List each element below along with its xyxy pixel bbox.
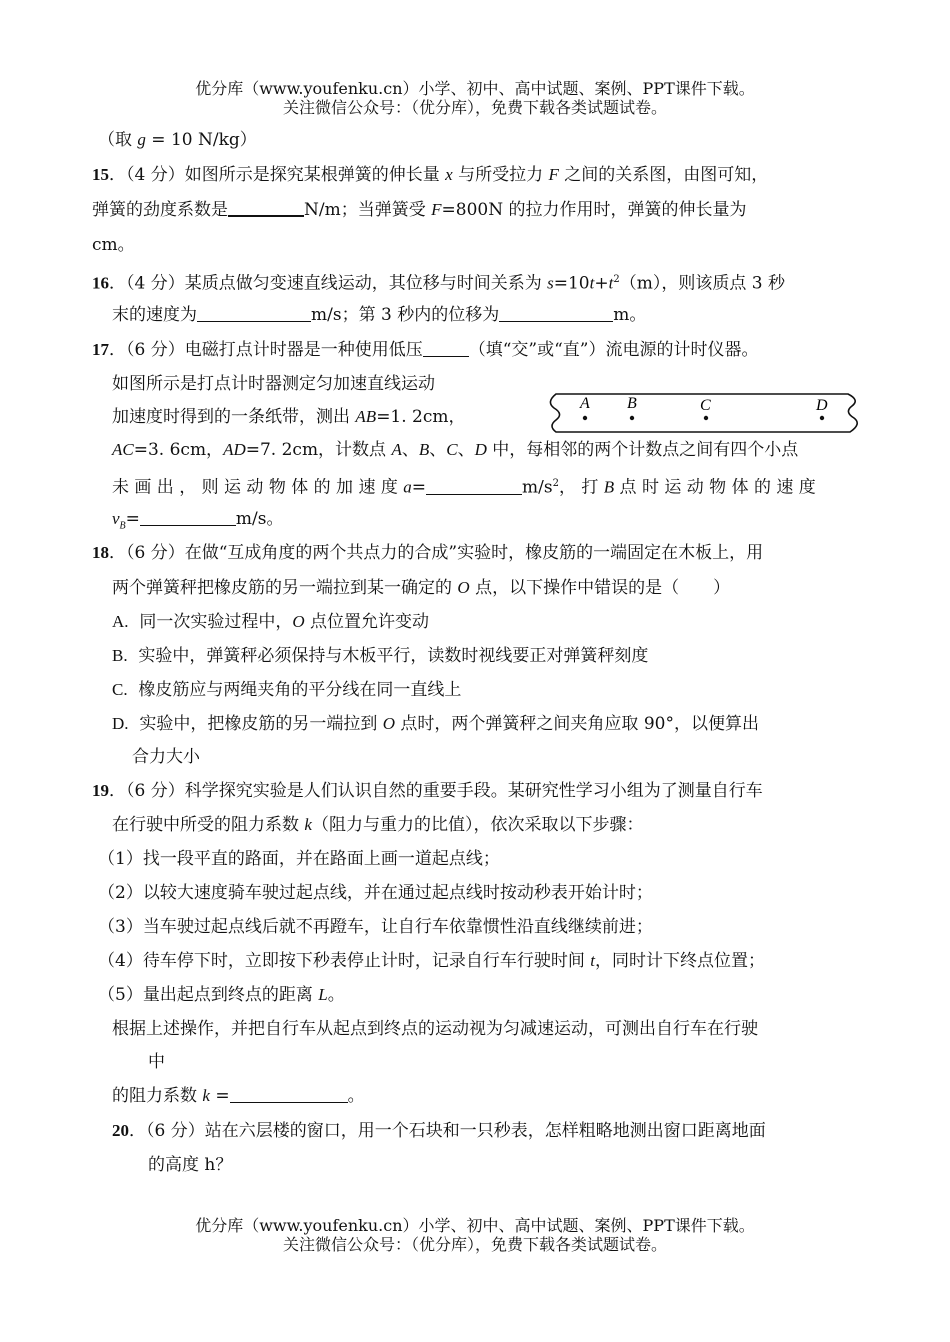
q19-step-5: （5）量出起点到终点的距离 L。 (98, 985, 345, 1005)
q17-blank-1[interactable] (423, 339, 469, 357)
q18-line-2: 两个弹簧秤把橡皮筋的另一端拉到某一确定的 O 点，以下操作中错误的是（ ） (112, 578, 731, 598)
q17-blank-2[interactable] (426, 477, 522, 495)
q16-number: 16 (92, 273, 109, 293)
q20-line-2: 的高度 h？ (148, 1155, 233, 1175)
q15-line-2: 弹簧的劲度系数是 N/m；当弹簧受 F=800N 的拉力作用时，弹簧的伸长量为 (92, 200, 747, 220)
q19-step-1: （1）找一段平直的路面，并在路面上画一道起点线； (98, 849, 500, 869)
q15-line-1: 15．（4 分）如图所示是探究某根弹簧的伸长量 x 与所受拉力 F 之间的关系图，由图可知， (92, 165, 769, 185)
q17-line-4: AC=3. 6cm，AD=7. 2cm，计数点 A、B、C、D 中，每相邻的两个计数点之间有四个小点 (112, 440, 799, 460)
gravity-note: （取 g = 10 N/kg） (98, 130, 257, 150)
tape-dot-d (820, 416, 824, 420)
q18-option-d[interactable]: D. 实验中，把橡皮筋的另一端拉到 O 点时，两个弹簧秤之间夹角应取 90°，以便算出 (112, 714, 759, 734)
tape-dot-a (583, 416, 587, 420)
q17-line-2: 如图所示是打点计时器测定匀加速直线运动 (112, 374, 435, 394)
page-footer (0, 1216, 950, 1254)
q19-line-2: 在行驶中所受的阻力系数 k（阻力与重力的比值），依次采取以下步骤： (112, 815, 644, 835)
page-header (0, 79, 950, 117)
q18-option-b[interactable]: B. 实验中，弹簧秤必须保持与木板平行，读数时视线要正对弹簧秤刻度 (112, 646, 649, 666)
q20-line-1: 20．（6 分）站在六层楼的窗口，用一个石块和一只秒表，怎样粗略地测出窗口距离地面 (112, 1121, 766, 1141)
q19-blank[interactable] (230, 1085, 348, 1103)
header-line-1: 优分库（www.youfenku.cn）小学、初中、高中试题、案例、PPT课件下载。 (195, 79, 755, 98)
q15-line-3: cm。 (92, 235, 135, 255)
tape-label-c: C (700, 397, 711, 414)
q18-number: 18 (92, 543, 109, 562)
q16-blank-1[interactable] (197, 304, 311, 322)
q18-option-a[interactable]: A. 同一次实验过程中，O 点位置允许变动 (112, 612, 430, 632)
q18-option-c[interactable]: C. 橡皮筋应与两绳夹角的平分线在同一直线上 (112, 680, 462, 700)
header-line-2: 关注微信公众号：（优分库），免费下载各类试题试卷。 (282, 98, 667, 117)
tape-dot-b (630, 416, 634, 420)
q19-conclusion-2: 中 (148, 1052, 165, 1072)
footer-line-1: 优分库（www.youfenku.cn）小学、初中、高中试题、案例、PPT课件下载。 (195, 1216, 755, 1235)
q16-line-1: 16．（4 分）某质点做匀变速直线运动，其位移与时间关系为 $s=10t+t^2(m)$，则该质点 3 秒 (92, 273, 785, 294)
q18-line-1: 18．（6 分）在做“互成角度的两个共点力的合成”实验时，橡皮筋的一端固定在木板上，用 (92, 543, 764, 563)
footer-line-2: 关注微信公众号：（优分库），免费下载各类试题试卷。 (282, 1235, 667, 1254)
q17-line-3: 加速度时得到的一条纸带，测出 AB=1. 2cm， (112, 407, 466, 427)
q19-conclusion-1: 根据上述操作，并把自行车从起点到终点的运动视为匀减速运动，可测出自行车在行驶 (112, 1019, 758, 1039)
q19-step-2: （2）以较大速度骑车驶过起点线，并在通过起点线时按动秒表开始计时； (98, 883, 653, 903)
q17-line-1: 17．（6 分）电磁打点计时器是一种使用低压 （填“交”或“直”）流电源的计时仪器。 (92, 340, 759, 360)
q19-step-4: （4）待车停下时，立即按下秒表停止计时，记录自行车行驶时间 t，同时计下终点位置； (98, 951, 765, 971)
paper-tape-figure (548, 388, 864, 438)
tape-label-d: D (816, 397, 828, 414)
q16-line-2: 末的速度为 m/s；第 3 秒内的位移为 m。 (112, 305, 647, 325)
tape-label-b: B (627, 395, 637, 412)
q15-number: 15 (92, 165, 109, 184)
q20-number: 20 (112, 1121, 129, 1140)
q19-number: 19 (92, 781, 109, 800)
q19-conclusion-3: 的阻力系数 k = 。 (112, 1086, 365, 1106)
q15-blank-1[interactable] (228, 198, 304, 217)
q16-blank-2[interactable] (499, 304, 613, 322)
q19-step-3: （3）当车驶过起点线后就不再蹬车，让自行车依靠惯性沿直线继续前进； (98, 917, 653, 937)
tape-dot-c (704, 416, 708, 420)
q17-number: 17 (92, 340, 109, 359)
q17-line-5: 未 画 出 ， 则 运 动 物 体 的 加 速 度 $a= m/s^2$， 打 B 点 时 运 动 物 体 的 速 度 (112, 477, 816, 498)
q17-line-6: $v_B= m/s$。 (112, 509, 284, 532)
tape-label-a: A (580, 395, 590, 412)
q17-blank-3[interactable] (140, 508, 236, 526)
q18-option-d-cont: 合力大小 (132, 747, 200, 767)
q19-line-1: 19．（6 分）科学探究实验是人们认识自然的重要手段。某研究性学习小组为了测量自行车 (92, 781, 763, 801)
